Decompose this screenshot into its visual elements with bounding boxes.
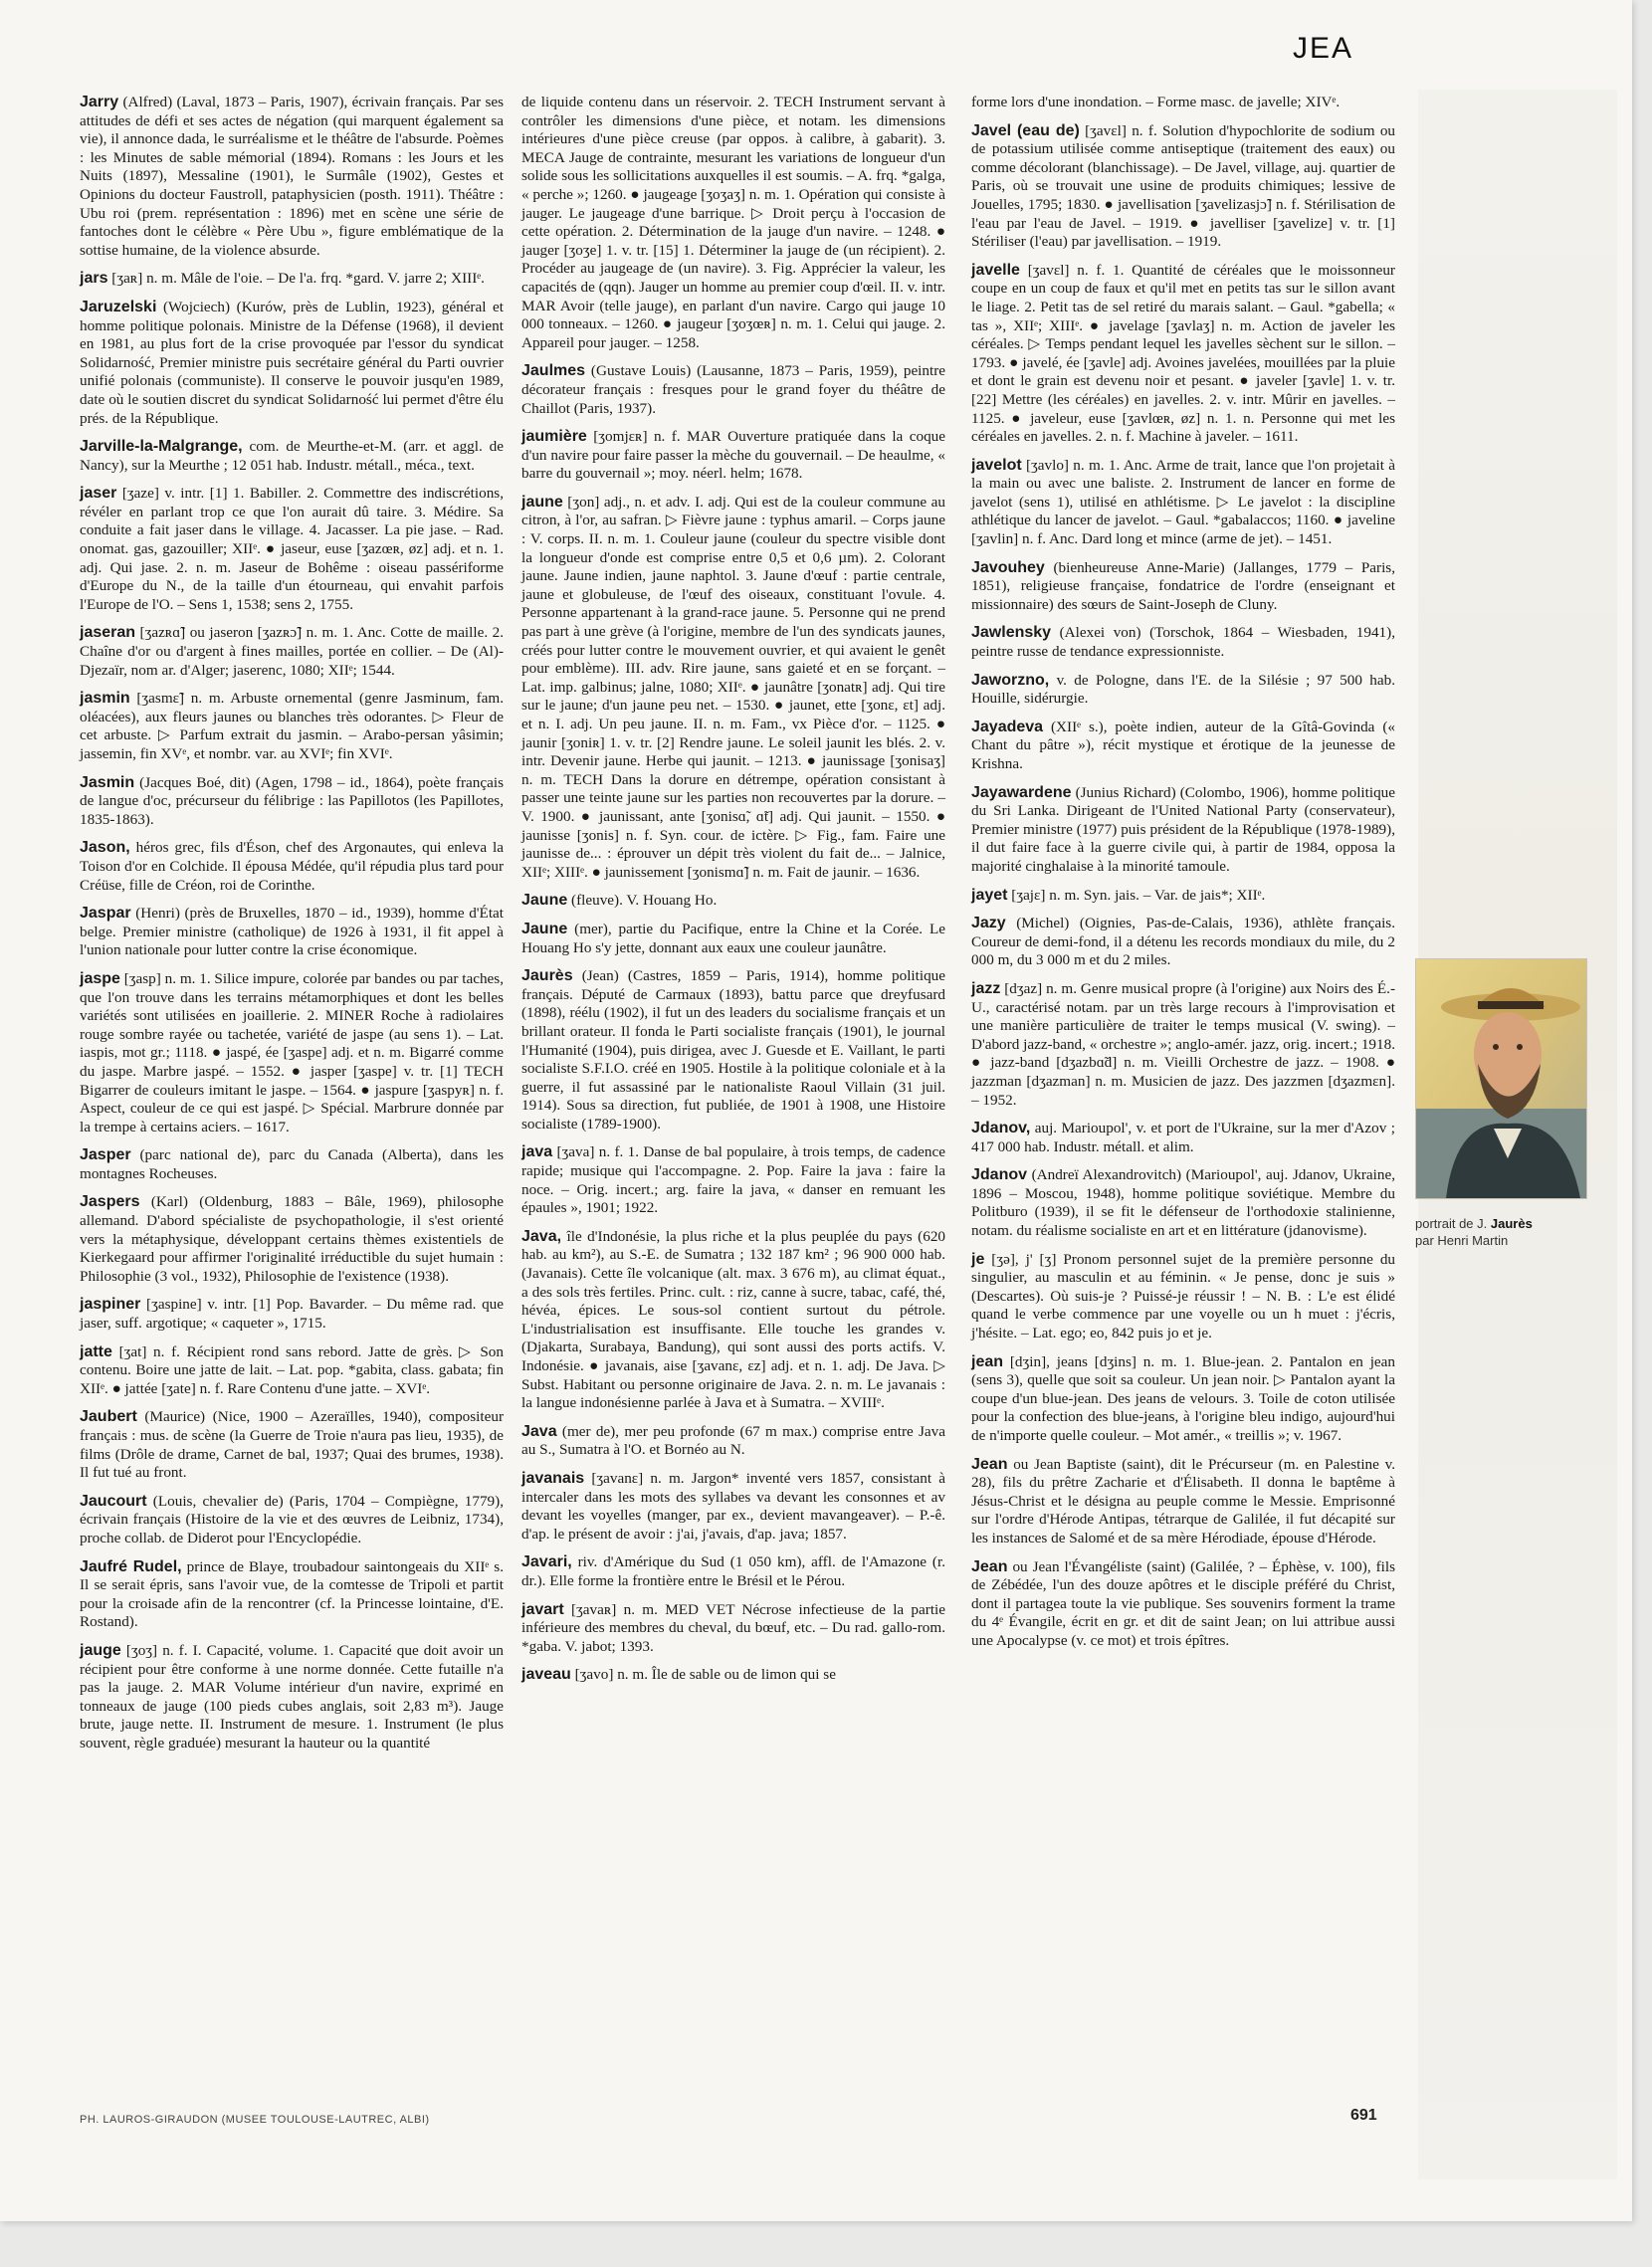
entry-definition: riv. d'Amérique du Sud (1 050 km), affl. de l'Amazone (r. dr.). Elle forme la frontière entre le Brésil et le Pérou. [521,1553,945,1589]
dictionary-entry [80,1558,504,1632]
entry-headword: Jaruzelski [80,298,157,315]
entry-headword: Java [521,1422,557,1440]
entry-headword: Jarville-la-Malgrange, [80,438,243,456]
entry-headword: Javari, [521,1553,572,1571]
entry-definition: [ʒə], j' [ʒ] Pronom personnel sujet de la première personne du singulier, au masculin et au féminin. « Je pense, donc je suis » (Descartes). Où suis-je ? Puissé-je réussir ! – N. B. : L'e est élidé quand le verbe commence par une voyelle ou un h muet : j'écris, j'hésite. – Lat. ego; eo, 842 puis jo et je. [971,1250,1396,1342]
entry-definition: [ʒavlo] n. m. 1. Anc. Arme de trait, lance que l'on projetait à la main ou avec une baliste. 2. Instrument de lancer en forme de javelot (sens 1), utilisé en athlétisme. ▷ Le javelot : la discipline athlétique du lancer de javelot. – Gaul. *gabalaccos; 1160. ● javeline [ʒavlin] n. f. Anc. Dard long et mince (arme de jet). – 1451. [971,456,1395,548]
entry-headword: jaspe [80,969,120,987]
running-head: JEA [1292,32,1353,65]
portrait-painting-icon [1416,959,1586,1198]
entry-definition: (parc national de), parc du Canada (Alberta), dans les montagnes Rocheuses. [80,1146,505,1182]
dictionary-entry [80,839,504,895]
dictionary-entry [521,362,945,418]
entry-definition: [ʒavo] n. m. Île de sable ou de limon qui se [574,1666,836,1684]
entry-definition: com. de Meurthe-et-M. (arr. et aggl. de Nancy), sur la Meurthe ; 12 051 hab. Industr. métall., méca., text. [80,438,505,474]
dictionary-entry [971,122,1395,252]
dictionary-entry [971,980,1395,1110]
entry-definition: (Wojciech) (Kurów, près de Lublin, 1923), général et homme politique polonais. Ministre de la Défense (1968), il devient en 1981, au plus fort de la crise provoquée par l'essor du syndicat Solidarność, Premier ministre puis secrétaire général du Parti ouvrier unifié polonais (communiste). Il conserve le pouvoir jusqu'en 1989, date où le soutien discret du syndicat Solidarność lui permet d'être élu prés. de la République. [80,298,504,427]
entry-headword: Java, [521,1227,562,1245]
entry-definition: (Henri) (près de Bruxelles, 1870 – id., 1939), homme d'État belge. Premier ministre (catholique) de 1926 à 1931, il fit appel à l'union nationale pour lutter contre la crise économique. [80,905,505,959]
entry-headword: Jasper [80,1146,131,1164]
dictionary-entry [521,494,945,882]
entry-headword: Jaspers [80,1193,140,1211]
dictionary-entry [971,719,1395,774]
dictionary-entry [521,921,945,957]
column-1 [80,94,504,1763]
dictionary-entry [80,970,504,1136]
entry-definition: (Karl) (Oldenburg, 1883 – Bâle, 1969), philosophe allemand. D'abord spécialiste de psychopathologie, il s'est orienté vers la métaphysique, développant certains thèmes existentiels de Kierkegaard pour affirmer l'originalité irréductible du sujet humain : Philosophie (3 vol., 1932), Philosophie de l'existence (1938). [80,1193,504,1285]
entry-headword: Jdanov, [971,1120,1031,1137]
entry-headword: Jaune [521,892,568,910]
dictionary-entry [80,690,504,763]
entry-definition: [ʒat] n. f. Récipient rond sans rebord. Jatte de grès. ▷ Son contenu. Boire une jatte de lait. – Lat. pop. *gabita, class. gabata; fin XIIᵉ. ● jattée [ʒate] n. f. Rare Contenu d'une jatte. – XVIᵉ. [80,1342,504,1397]
entry-definition: (Jacques Boé, dit) (Agen, 1798 – id., 1864), poète français de langue d'oc, précurseur du félibrige : las Papillotos (les Papillotes, 1835-1863). [80,773,505,828]
entry-definition: (Gustave Louis) (Lausanne, 1873 – Paris, 1959), peintre décorateur français : fresques pour le grand foyer du théâtre de Chaillot (Paris, 1937). [521,362,946,417]
dictionary-entry [971,1166,1395,1240]
entry-definition: ou Jean l'Évangéliste (saint) (Galilée, ? – Éphèse, v. 100), fils de Zébédée, l'un des douze apôtres et le disciple préféré du Christ, dont il partagea toute la vie publique. Ses souvenirs forment la trame du 4ᵉ Évangile, écrit en gr. et dit de saint Jean; on lui attribue aussi une Apocalypse (v. ce mot) et trois épîtres. [971,1557,1396,1649]
entry-definition: [dʒin], jeans [dʒins] n. m. 1. Blue-jean. 2. Pantalon en jean (sens 3), quelle que soit sa couleur. Un jean noir. ▷ Pantalon ayant la coupe d'un blue-jean. Des jeans de velours. 3. Toile de coton utilisée pour la confection des blue-jeans, à l'origine bleu indigo, aujourd'hui de n'importe quelle couleur. – Mot amér., « treillis »; v. 1967. [971,1352,1396,1444]
dictionary-entry [80,1343,504,1399]
entry-definition: (Alexei von) (Torschok, 1864 – Wiesbaden, 1941), peintre russe de tendance expressionniste. [971,624,1395,661]
entry-headword: javeau [521,1666,571,1684]
entry-definition: [ʒavaʀ] n. m. MED VET Nécrose infectieuse de la partie inférieure des membres du cheval, du bœuf, etc. – Du rad. gallo-rom. *gaba. V. jabot; 1393. [521,1600,946,1655]
entry-definition: [ʒazʀɑ̃] ou jaseron [ʒazʀɔ̃] n. m. 1. Anc. Cotte de maille. 2. Chaîne d'or ou d'argent à fines mailles, portée en collier. – De (Al)-Djezaïr, nom ar. d'Alger; jaserenc, 1080; XIIᵉ; 1544. [80,624,504,679]
dictionary-entry [521,1470,945,1544]
page-number: 691 [1350,2107,1377,2124]
entry-definition: ou Jean Baptiste (saint), dit le Précurseur (m. en Palestine v. 28), fils du prêtre Zacharie et d'Élisabeth. Il donna le baptême à Jésus-Christ et le désigna au peuple comme le Messie. Emprisonné sur l'ordre d'Hérode Antipas, tétrarque de Galilée, il fut décapité sur les instances de Salomé et de sa mère Hérodiade, épouse d'Hérode. [971,1455,1396,1546]
photo-credit: PH. LAUROS-GIRAUDON (MUSEE TOULOUSE-LAUTREC, ALBI) [80,2114,430,2126]
dictionary-entry [971,94,1395,112]
dictionary-entry [80,774,504,830]
portrait-caption [1415,1215,1614,1249]
dictionary-entry [521,1423,945,1460]
entry-headword: jauge [80,1641,121,1659]
dictionary-entry [971,1251,1395,1343]
entry-definition: [ʒomjɛʀ] n. f. MAR Ouverture pratiquée dans la coque d'un navire pour faire passer la mèche du gouvernail. – De heaulme, « barre du gouvernail »; moy. néerl. helm; 1678. [521,428,945,483]
column-3 [971,94,1395,1661]
entry-headword: Jean [971,1557,1008,1575]
entry-definition: [ʒavanɛ] n. m. Jargon* inventé vers 1857, consistant à intercaler dans les mots des syllabes va devant les consonnes et av devant les voyelles (manger, par ex., devient mavangeaver). – P.-ê. d'ap. le présent de avoir : j'ai, j'avais, d'ap. java; 1857. [521,1469,946,1543]
entry-headword: Jaufré Rudel, [80,1557,182,1575]
entry-definition: forme lors d'une inondation. – Forme masc. de javelle; XIVᵉ. [971,94,1341,110]
entry-definition: [ʒaʀ] n. m. Mâle de l'oie. – De l'a. frq. *gard. V. jarre 2; XIIIᵉ. [111,270,485,288]
entry-headword: Javel (eau de) [971,121,1080,139]
dictionary-entry [80,1408,504,1482]
entry-definition: [ʒavɛl] n. f. Solution d'hypochlorite de sodium ou de potassium utilisée comme antiseptique (traitement des eaux) ou comme décolorant (blanchissage). – De Javel, village, auj. quartier de Paris, où se trouvait une usine de produits chimiques; lessive de Jouelles, 1795; 1830. ● javellisation [ʒavelizasjɔ̃] n. f. Stérilisation de l'eau par l'eau de Javel. – 1919. ● javelliser [ʒavelize] v. tr. [1] Stériliser (l'eau) par javellisation. – 1919. [971,121,1396,251]
entry-headword: javart [521,1600,564,1618]
dictionary-entry [971,1558,1395,1651]
entry-headword: Jasmin [80,773,135,791]
entry-definition: [ʒaspine] v. intr. [1] Pop. Bavarder. – Du même rad. que jaser, suff. argotique; « caqueter », 1715. [80,1296,504,1333]
dictionary-entry [971,262,1395,447]
dictionary-entry [521,1553,945,1590]
entry-definition: (Andreï Alexandrovitch) (Marioupol', auj. Jdanov, Ukraine, 1896 – Moscou, 1948), homme politique soviétique. Membre du Politburo (1939), il se fit le défenseur de l'orthodoxie stalinienne, notam. du réalisme socialiste en art et en littérature (jdanovisme). [971,1166,1395,1240]
entry-definition: (mer de), mer peu profonde (67 m max.) comprise entre Java au S., Sumatra à l'O. et Bornéo au N. [521,1422,946,1459]
dictionary-entry [80,485,504,614]
entry-definition: héros grec, fils d'Éson, chef des Argonautes, qui enleva la Toison d'or en Colchide. Il épousa Médée, qu'il répudia plus tard pour Créüse, fille de Créon, roi de Corinthe. [80,839,504,894]
entry-headword: Jayadeva [971,718,1044,735]
dictionary-entry [521,1666,945,1685]
entry-headword: javelle [971,261,1020,279]
entry-definition: [dʒaz] n. m. Genre musical propre (à l'origine) aux Noirs des É.-U., caractérisé notam. par un très large recours à l'improvisation et une manière particulière de traiter le temps musical (V. swing). – D'abord jazz-band, « orchestre »; anglo-amér. jazz, orig. incert.; 1918. ● jazz-band [dʒazbɑ̃d] n. m. Vieilli Orchestre de jazz. – 1908. ● jazzman [dʒazman] n. m. Musicien de jazz. Des jazzmen [dʒazmɛn]. – 1952. [971,979,1395,1109]
entry-headword: Javouhey [971,558,1045,576]
entry-headword: jean [971,1352,1004,1370]
dictionary-entry [521,892,945,911]
entry-headword: Jaspar [80,905,131,923]
entry-headword: Jaulmes [521,362,586,380]
dictionary-entry [521,428,945,484]
dictionary-entry [80,624,504,680]
column-2 [521,94,945,1695]
entry-headword: javelot [971,456,1022,474]
entry-definition: [ʒasmɛ̃] n. m. Arbuste ornemental (genre Jasminum, fam. oléacées), aux fleurs jaunes ou blanches très odorantes. ▷ Fleur de cet arbuste. ▷ Parfum extrait du jasmin. – Arabo-persan yâsimin; jassemin, fin XVᵉ, et nombr. var. au XVIᵉ; fin XVIᵉ. [80,690,504,762]
entry-definition: (XIIᵉ s.), poète indien, auteur de la Gîtâ-Govinda (« Chant du pâtre »), récit mystique et érotique de la jeunesse de Krishna. [971,718,1395,772]
entry-headword: jars [80,270,108,288]
entry-definition: (Alfred) (Laval, 1873 – Paris, 1907), écrivain français. Par ses attitudes de défi et ses actes de négation (qui marquent également sa vie), il annonce dada, le surréalisme et le théâtre de l'absurde. Poèmes : les Minutes de sable mémorial (1894). Romans : les Jours et les Nuits (1897), Messaline (1901), le Surmâle (1902), Gestes et Opinions du docteur Faustroll, pataphysicien (posth. 1911). Théâtre : Ubu roi (prem. représentation : 1896) met en scène une série de fantoches dont le célèbre « Père Ubu », figure emblématique de la sottise humaine, de la violence absurde. [80,94,505,259]
entry-headword: Jaworzno, [971,671,1050,689]
dictionary-entry [80,1146,504,1183]
dictionary-entry [971,1353,1395,1446]
dictionary-entry [971,624,1395,661]
entry-headword: Jaurès [521,967,573,985]
entry-definition: [ʒon] adj., n. et adv. I. adj. Qui est de la couleur commune au citron, à l'or, au safran. ▷ Fièvre jaune : typhus amaril. – Corps jaune : V. corps. II. n. m. 1. Couleur jaune (couleur du spectre visible dont la longueur d'onde est comprise entre 0,5 et 0,6 µm). 2. Colorant jaune. Jaune indien, jaune naphtol. 3. Jaune d'œuf : partie centrale, jaune et globuleuse, de l'œuf des oiseaux, constituant l'ovule. 4. Personne appartenant à la grand-race jaune. 5. Personne qui ne prend pas part à une grève (à l'origine, membre de l'un des syndicats jaunes, créés pour lutter contre le mouvement ouvrier, et qui avaient le genêt pour emblème). III. adv. Rire jaune, sans gaieté et en se forçant. – Lat. imp. galbinus; jalne, 1080; XIIᵉ. ● jaunâtre [ʒonatʀ] adj. Qui tire sur le jaune; d'un jaune peu net. – 1530. ● jaunet, ette [ʒonɛ, ɛt] adj. et n. I. adj. Un peu jaune. II. n. m. Fam., vx Pièce d'or. – 1125. ● jaunir [ʒoniʀ] 1. v. tr. [2] Rendre jaune. Le soleil jaunit les blés. 2. v. intr. Devenir jaune. Herbe qui jaunit. – 1213. ● jaunissage [ʒonisaʒ] n. m. TECH Dans la dorure en détrempe, opération consistant à passer une teinte jaune sur les parties non recouvertes par la dorure. – V. 1900. ● jaunissant, ante [ʒonisɑ̃, ɑ̃t] adj. Qui jaunit. – 1550. ● jaunisse [ʒonis] n. f. Syn. cour. de ictère. ▷ Fig., fam. Faire une jaunisse de... : éprouver un dépit très violent du fait de... – Jalnice, XIIᵉ; XIIIᵉ. ● jaunissement [ʒonismɑ̃] n. m. Fait de jaunir. – 1636. [521,493,945,881]
entry-headword: Jarry [80,94,119,110]
entry-definition: prince de Blaye, troubadour saintongeais du XIIᵉ s. Il se serait épris, sans l'avoir vue, de la comtesse de Tripoli et partit pour la croisade afin de la rencontrer (cf. la Princesse lointaine, d'E. Rostand). [80,1557,505,1631]
entry-headword: je [971,1250,985,1268]
entry-definition: (mer), partie du Pacifique, entre la Chine et la Corée. Le Houang Ho s'y jette, donnant aux eaux une couleur jaunâtre. [521,920,946,956]
entry-definition: (bienheureuse Anne-Marie) (Jallanges, 1779 – Paris, 1851), religieuse française, fondatrice de l'ordre (enseignant et missionnaire) des sœurs de Saint-Joseph de Cluny. [971,558,1396,613]
entry-headword: jazz [971,979,1001,997]
dictionary-entry [521,94,945,352]
entry-headword: jaspiner [80,1296,141,1314]
entry-headword: jasmin [80,690,130,708]
caption-line-2: par Henri Martin [1415,1233,1509,1248]
entry-definition: de liquide contenu dans un réservoir. 2. TECH Instrument servant à contrôler les dimensions d'une pièce, et notam. les dimensions intérieures d'une pièce creuse (par oppos. à calibre, à gabarit). 3. MECA Jauge de contrainte, mesurant les variations de longueur d'un solide sous les sollicitations auxquelles il est soumis. – A. frq. *galga, « perche »; 1260. ● jaugeage [ʒoʒaʒ] n. m. 1. Opération qui consiste à jauger. Le jaugeage d'une barrique. ▷ Droit perçu à l'occasion de cette opération. 2. Détermination de la jauge d'un navire. – 1248. ● jauger [ʒoʒe] 1. v. tr. [15] 1. Déterminer la jauge de (un récipient). 2. Procéder au jaugeage de (un navire). 3. Fig. Apprécier la valeur, les capacités de (qqn). Jauger un homme au premier coup d'œil. II. v. intr. MAR Avoir (telle jauge), en parlant d'un navire. Cargo qui jauge 10 000 tonneaux. – 1260. ● jaugeur [ʒoʒœʀ] n. m. 1. Celui qui jauge. 2. Appareil pour jauger. – 1258. [521,94,945,351]
entry-definition: (Louis, chevalier de) (Paris, 1704 – Compiègne, 1779), écrivain français (Histoire de la vie et des œuvres de Leibniz, 1734), proche collab. de Diderot pour l'Encyclopédie. [80,1492,505,1546]
entry-definition: [ʒava] n. f. 1. Danse de bal populaire, à trois temps, de cadence rapide; musique qui l'accompagne. 2. Pop. Faire la java : faire la noce. – Orig. incert.; arg. faire la java, « danser en remuant les épaules », 1901; 1922. [521,1143,945,1217]
entry-definition: [ʒoʒ] n. f. I. Capacité, volume. 1. Capacité que doit avoir un récipient pour être conforme à une norme donnée. Cette futaille n'a pas la jauge. 2. MAR Volume intérieur d'un navire, exprimé en tonneaux de jauge (100 pieds cubes anglais, soit 2,83 m³). Jauge brute, jauge nette. II. Instrument de mesure. 1. Instrument (le plus souvent, règle graduée) mesurant la hauteur ou la quantité [80,1641,505,1752]
entry-headword: jatte [80,1342,112,1360]
entry-headword: jaser [80,485,117,503]
dictionary-entry [80,1296,504,1333]
entry-headword: Jaubert [80,1408,137,1426]
entry-definition: (Maurice) (Nice, 1900 – Azeraïlles, 1940), compositeur français : mus. de scène (la Guerre de Troie n'aura pas lieu, 1935), de films (Drôle de drame, Carnet de bal, 1937; Quai des brumes, 1938). Il fut tué au front. [80,1408,505,1482]
entry-definition: (Jean) (Castres, 1859 – Paris, 1914), homme politique français. Député de Carmaux (1893), battu parce que dreyfusard (1898), réélu (1902), il fut un des leaders du socialisme français et un brillant orateur. Il fonda le Parti socialiste français (1901), le journal l'Humanité (1904), puis dirigea, avec J. Guesde et E. Vaillant, le parti socialiste S.F.I.O. créé en 1905. Hostile à la politique coloniale et à la guerre, il fut assassiné par le nationaliste Raoul Villain (31 juil. 1914). Sous sa direction, fut publiée, de 1901 à 1908, une Histoire socialiste (1789-1900). [521,967,945,1133]
dictionary-entry [521,1143,945,1217]
dictionary-entry [80,299,504,428]
dictionary-entry [971,915,1395,970]
jaures-portrait-image [1415,958,1587,1199]
dictionary-entry [971,457,1395,549]
entry-definition: (fleuve). V. Houang Ho. [571,892,718,910]
entry-definition: [ʒasp] n. m. 1. Silice impure, colorée par bandes ou par taches, que l'on trouve dans les terrains métamorphiques et dont les belles variétés sont utilisées en joaillerie. 2. MINER Roche à radiolaires rouge sombre rayée ou tachetée, variété de jaspe (au sens 1). – Lat. iaspis, mot gr.; 1118. ● jaspé, ée [ʒaspe] adj. et n. m. Bigarré comme du jaspe. Marbre jaspé. – 1552. ● jasper [ʒaspe] v. tr. [1] TECH Bigarrer de couleurs imitant le jaspe. – 1564. ● jaspure [ʒaspyʀ] n. f. Aspect, couleur de ce qui est jaspé. ▷ Spécial. Marbrure donnée par la trempe à certains aciers. – 1617. [80,969,505,1135]
dictionary-entry [971,784,1395,877]
entry-headword: Jason, [80,839,130,857]
entry-headword: Jdanov [971,1166,1028,1184]
entry-definition: (Michel) (Oignies, Pas-de-Calais, 1936), athlète français. Coureur de demi-fond, il a détenu les records mondiaux du mile, du 2 000 m, du 3 000 m et du 2 miles. [971,915,1395,969]
entry-definition: [ʒavɛl] n. f. 1. Quantité de céréales que le moissonneur coupe en un coup de faux et qu'il met en petits tas sur le sillon avant le liage. 2. Petit tas de sel retiré du marais salant. – Gaul. *gabella; « tas », XIIᵉ; XIIIᵉ. ● javelage [ʒavlaʒ] n. m. Action de javeler les céréales. ▷ Temps pendant lequel les javelles sèchent sur le sillon. – 1793. ● javelé, ée [ʒavle] adj. Avoines javelées, mouillées par la pluie et dont le grain est devenu noir et pesant. ● javeler [ʒavle] 1. v. tr. [22] Mettre (les céréales) en javelles. 2. v. intr. Mûrir en javelles. – 1125. ● javeleur, euse [ʒavlœʀ, øz] n. 1. n. Personne qui met les céréales en javelles. 2. n. f. Machine à javeler. – 1611. [971,261,1395,446]
entry-headword: Jayawardene [971,783,1072,801]
dictionary-entry [971,1456,1395,1548]
dictionary-entry [80,1642,504,1753]
entry-headword: Jawlensky [971,624,1052,642]
dictionary-entry [971,559,1395,615]
entry-definition: (Junius Richard) (Colombo, 1906), homme politique du Sri Lanka. Dirigeant de l'United National Party (conservateur), Premier ministre (1977) puis président de la République (1978-1989), il dut faire face à la guerre civile qui, à partir de 1984, opposa la majorité cinghalaise à la minorité tamoule. [971,783,1396,875]
caption-name: Jaurès [1490,1216,1533,1231]
entry-headword: jaseran [80,624,136,642]
entry-headword: jaune [521,493,563,511]
dictionary-entry [521,1601,945,1657]
entry-headword: Jaucourt [80,1492,147,1510]
dictionary-entry [80,1193,504,1286]
dictionary-entry [521,1228,945,1413]
entry-headword: Jean [971,1455,1008,1473]
caption-line-1: portrait de J. [1415,1216,1488,1231]
entry-definition: [ʒajɛ] n. m. Syn. jais. – Var. de jais*; XIIᵉ. [1011,886,1266,904]
entry-headword: jaumière [521,428,587,446]
entry-headword: Jaune [521,920,568,937]
dictionary-entry [971,1120,1395,1156]
dictionary-entry [971,672,1395,709]
entry-definition: île d'Indonésie, la plus riche et la plus peuplée du pays (620 hab. au km²), au S.-E. de Sumatra ; 132 187 km² ; 96 900 000 hab. (Javanais). Cette île volcanique (alt. max. 3 676 m), au climat équat., a des sols très fertiles. Princ. cult. : riz, canne à sucre, tabac, café, thé, hévéa, épices. Le sous-sol contient surtout du pétrole. L'industrialisation est insuffisante. Elle touche les grandes v. (Djakarta, Surabaya, Bandung), qui sont aussi des ports actifs. V. Indonésie. ● javanais, aise [ʒavanɛ, ɛz] adj. et n. 1. adj. De Java. ▷ Subst. Habitant ou personne originaire de Java. 2. n. m. Le javanais : la langue indonésienne parlée à Java et à Sumatra. – XVIIIᵉ. [521,1227,946,1412]
entry-headword: Jazy [971,915,1006,932]
dictionary-entry [80,270,504,289]
dictionary-entry [80,94,504,260]
entry-definition: auj. Marioupol', v. et port de l'Ukraine, sur la mer d'Azov ; 417 000 hab. Industr. métall. et alim. [971,1120,1396,1155]
dictionary-entry [521,967,945,1134]
entry-definition: v. de Pologne, dans l'E. de la Silésie ; 97 500 hab. Houille, sidérurgie. [971,671,1395,708]
dictionary-entry [80,905,504,960]
dictionary-entry [80,1493,504,1548]
dictionary-entry [971,887,1395,906]
dictionary-entry [80,438,504,475]
entry-headword: javanais [521,1469,585,1487]
entry-definition: [ʒaze] v. intr. [1] 1. Babiller. 2. Commettre des indiscrétions, révéler en parlant trop ce que l'on aurait dû taire. 3. Médire. Sa conduite a fait jaser dans le village. 4. Jacasser. La pie jase. – Rad. onomat. gas, gazouiller; XIIᵉ. ● jaseur, euse [ʒazœʀ, øz] adj. et n. 1. adj. Qui jase. 2. n. m. Jaseur de Bohême : oiseau passériforme d'Europe du N., de la taille d'un étourneau, qui envahit parfois l'Europe de l'O. – Sens 1, 1538; sens 2, 1755. [80,485,505,613]
entry-headword: java [521,1143,553,1161]
entry-headword: jayet [971,886,1008,904]
